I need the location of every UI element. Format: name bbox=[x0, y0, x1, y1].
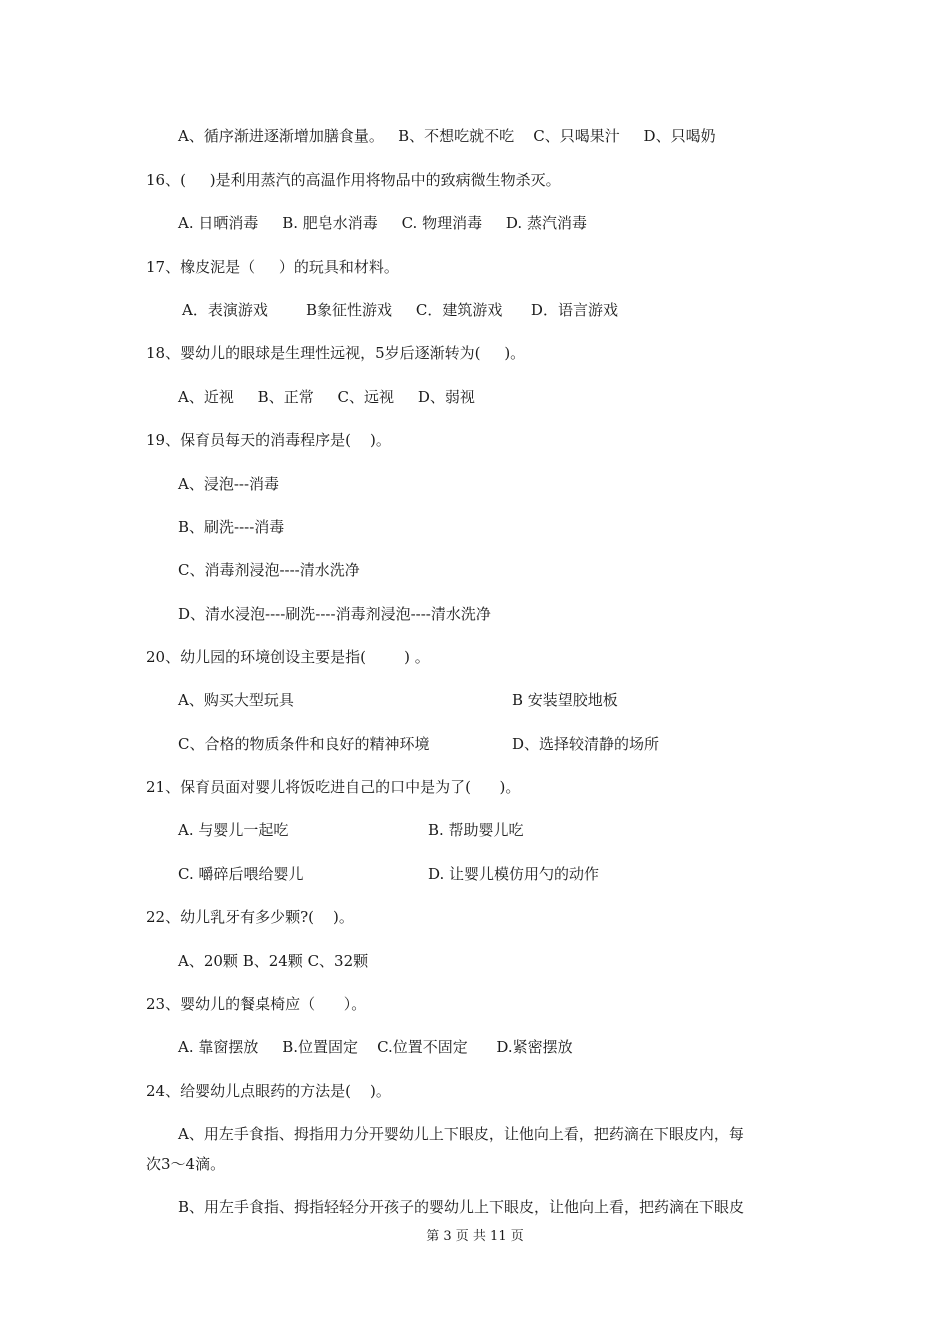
q24-option-b: B、用左手食指、拇指轻轻分开孩子的婴幼儿上下眼皮，让他向上看，把药滴在下眼皮 bbox=[178, 1198, 745, 1216]
q22-question: 22、幼儿乳牙有多少颗?( )。 bbox=[146, 908, 354, 926]
q20-option-a: A、购买大型玩具 bbox=[178, 691, 294, 709]
q19-option-a: A、浸泡---消毒 bbox=[178, 475, 280, 493]
q22-options: A、20颗 B、24颗 C、32颗 bbox=[178, 952, 369, 970]
q20-question: 20、幼儿园的环境创设主要是指( ) 。 bbox=[146, 648, 430, 666]
q21-question: 21、保育员面对婴儿将饭吃进自己的口中是为了( )。 bbox=[146, 778, 521, 796]
q19-option-b: B、刷洗----消毒 bbox=[178, 518, 285, 536]
q23-options: A. 靠窗摆放 B.位置固定 C.位置不固定 D.紧密摆放 bbox=[178, 1038, 573, 1056]
q17-options: A．表演游戏 B象征性游戏 C．建筑游戏 D．语言游戏 bbox=[182, 301, 618, 319]
q24-option-a-cont: 次3～4滴。 bbox=[146, 1155, 226, 1173]
q21-option-b: B. 帮助婴儿吃 bbox=[428, 821, 524, 839]
q20-option-b: B 安装望胶地板 bbox=[512, 691, 618, 709]
q23-question: 23、婴幼儿的餐桌椅应（ ）。 bbox=[146, 995, 367, 1013]
q16-options: A. 日晒消毒 B. 肥皂水消毒 C. 物理消毒 D. 蒸汽消毒 bbox=[178, 214, 587, 232]
q17-question: 17、橡皮泥是（ ）的玩具和材料。 bbox=[146, 258, 399, 276]
q24-question: 24、给婴幼儿点眼药的方法是( )。 bbox=[146, 1082, 391, 1100]
q21-option-a: A. 与婴儿一起吃 bbox=[178, 821, 289, 839]
q20-option-c: C、合格的物质条件和良好的精神环境 bbox=[178, 735, 430, 753]
q19-question: 19、保育员每天的消毒程序是( )。 bbox=[146, 431, 391, 449]
q24-option-a: A、用左手食指、拇指用力分开婴幼儿上下眼皮，让他向上看，把药滴在下眼皮内，每 bbox=[178, 1125, 744, 1143]
q21-option-d: D. 让婴儿模仿用勺的动作 bbox=[428, 865, 600, 883]
page-footer: 第 3 页 共 11 页 bbox=[426, 1229, 524, 1244]
q15-options: A、循序渐进逐渐增加膳食量。 B、不想吃就不吃 C、只喝果汁 D、只喝奶 bbox=[178, 127, 716, 145]
q19-option-c: C、消毒剂浸泡----清水洗净 bbox=[178, 561, 360, 579]
q20-option-d: D、选择较清静的场所 bbox=[512, 735, 660, 753]
q19-option-d: D、清水浸泡----刷洗----消毒剂浸泡----清水洗净 bbox=[178, 605, 491, 623]
q21-option-c: C. 嚼碎后喂给婴儿 bbox=[178, 865, 304, 883]
q16-question: 16、( )是利用蒸汽的高温作用将物品中的致病微生物杀灭。 bbox=[146, 171, 561, 189]
q18-question: 18、婴幼儿的眼球是生理性远视，5岁后逐渐转为( )。 bbox=[146, 344, 526, 362]
q18-options: A、近视 B、正常 C、远视 D、弱视 bbox=[178, 388, 475, 406]
